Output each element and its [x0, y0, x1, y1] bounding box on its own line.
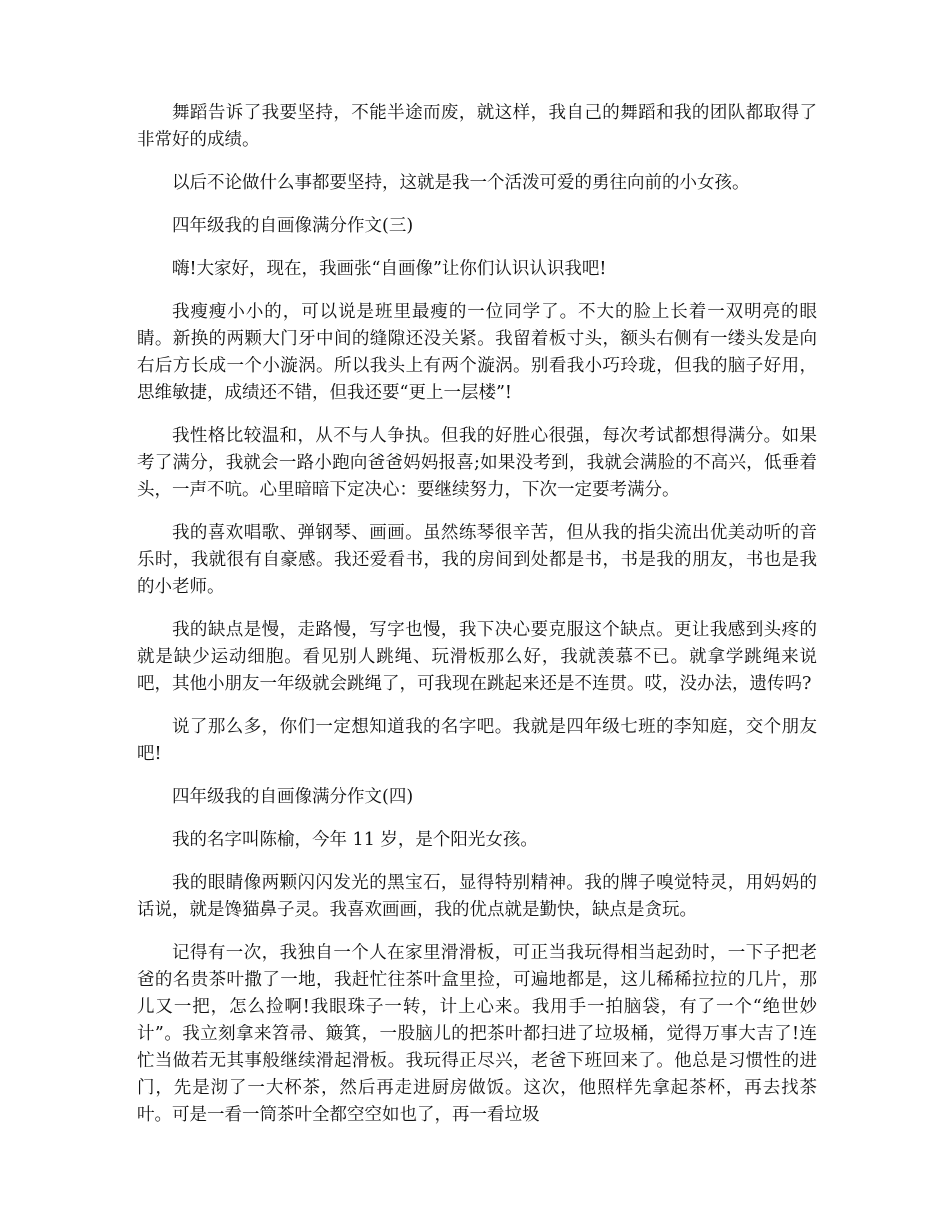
paragraph-11: 我的名字叫陈榆，今年 11 岁，是个阳光女孩。 [172, 830, 538, 850]
document-body [137, 100, 817, 1145]
paragraph-8: 我的缺点是慢，走路慢，写字也慢，我下决心要克服这个缺点。更让我感到头疼的就是缺少运动细胞。看见别人跳绳、玩滑板那么好，我就羡慕不已。就拿学跳绳来说吧，其他小朋友一年级就会跳绳了，可我现在跳起来还是不连贯。哎，没办法，遗传吗? [137, 620, 817, 694]
paragraph-5: 我瘦瘦小小的，可以说是班里最瘦的一位同学了。不大的脸上长着一双明亮的眼睛。新换的两颗大门牙中间的缝隙还没关紧。我留着板寸头，额头右侧有一缕头发是向右后方长成一个小漩涡。所以我头上有两个漩涡。别看我小巧玲珑，但我的脑子好用，思维敏捷，成绩还不错，但我还要“更上一层楼”! [137, 302, 817, 403]
section-heading-4: 四年级我的自画像满分作文(四) [172, 787, 414, 807]
paragraph-9: 说了那么多，你们一定想知道我的名字吧。我就是四年级七班的李知庭，交个朋友吧! [137, 717, 817, 764]
paragraph-7: 我的喜欢唱歌、弹钢琴、画画。虽然练琴很辛苦，但从我的指尖流出优美动听的音乐时，我就很有自豪感。我还爱看书，我的房间到处都是书，书是我的朋友，书也是我的小老师。 [137, 523, 817, 597]
paragraph-6: 我性格比较温和，从不与人争执。但我的好胜心很强，每次考试都想得满分。如果考了满分，我就会一路小跑向爸爸妈妈报喜;如果没考到，我就会满脸的不高兴，低垂着头，一声不吭。心里暗暗下定决心：要继续努力，下次一定要考满分。 [137, 426, 817, 500]
paragraph-4: 嗨!大家好，现在，我画张“自画像”让你们认识认识我吧! [172, 259, 607, 279]
section-heading-3: 四年级我的自画像满分作文(三) [172, 216, 414, 236]
paragraph-12: 我的眼睛像两颗闪闪发光的黑宝石，显得特别精神。我的牌子嗅觉特灵，用妈妈的话说，就是馋猫鼻子灵。我喜欢画画，我的优点就是勤快，缺点是贪玩。 [137, 873, 817, 920]
paragraph-2: 以后不论做什么事都要坚持，这就是我一个活泼可爱的勇往向前的小女孩。 [172, 173, 750, 193]
paragraph-1: 舞蹈告诉了我要坚持，不能半途而废，就这样，我自己的舞蹈和我的团队都取得了非常好的成绩。 [137, 103, 817, 150]
paragraph-13: 记得有一次，我独自一个人在家里滑滑板，可正当我玩得相当起劲时，一下子把老爸的名贵茶叶撒了一地，我赶忙往茶叶盒里捡，可遍地都是，这儿稀稀拉拉的几片，那儿又一把，怎么捡啊!我眼珠子一转，计上心来。我用手一拍脑袋，有了一个“绝世妙计”。我立刻拿来笤帚、簸箕，一股脑儿的把茶叶都扫进了垃圾桶，觉得万事大吉了!连忙当做若无其事般继续滑起滑板。我玩得正尽兴，老爸下班回来了。他总是习惯性的进门，先是沏了一大杯茶，然后再走进厨房做饭。这次，他照样先拿起茶杯，再去找茶叶。可是一看一筒茶叶全都空空如也了，再一看垃圾 [137, 943, 817, 1125]
